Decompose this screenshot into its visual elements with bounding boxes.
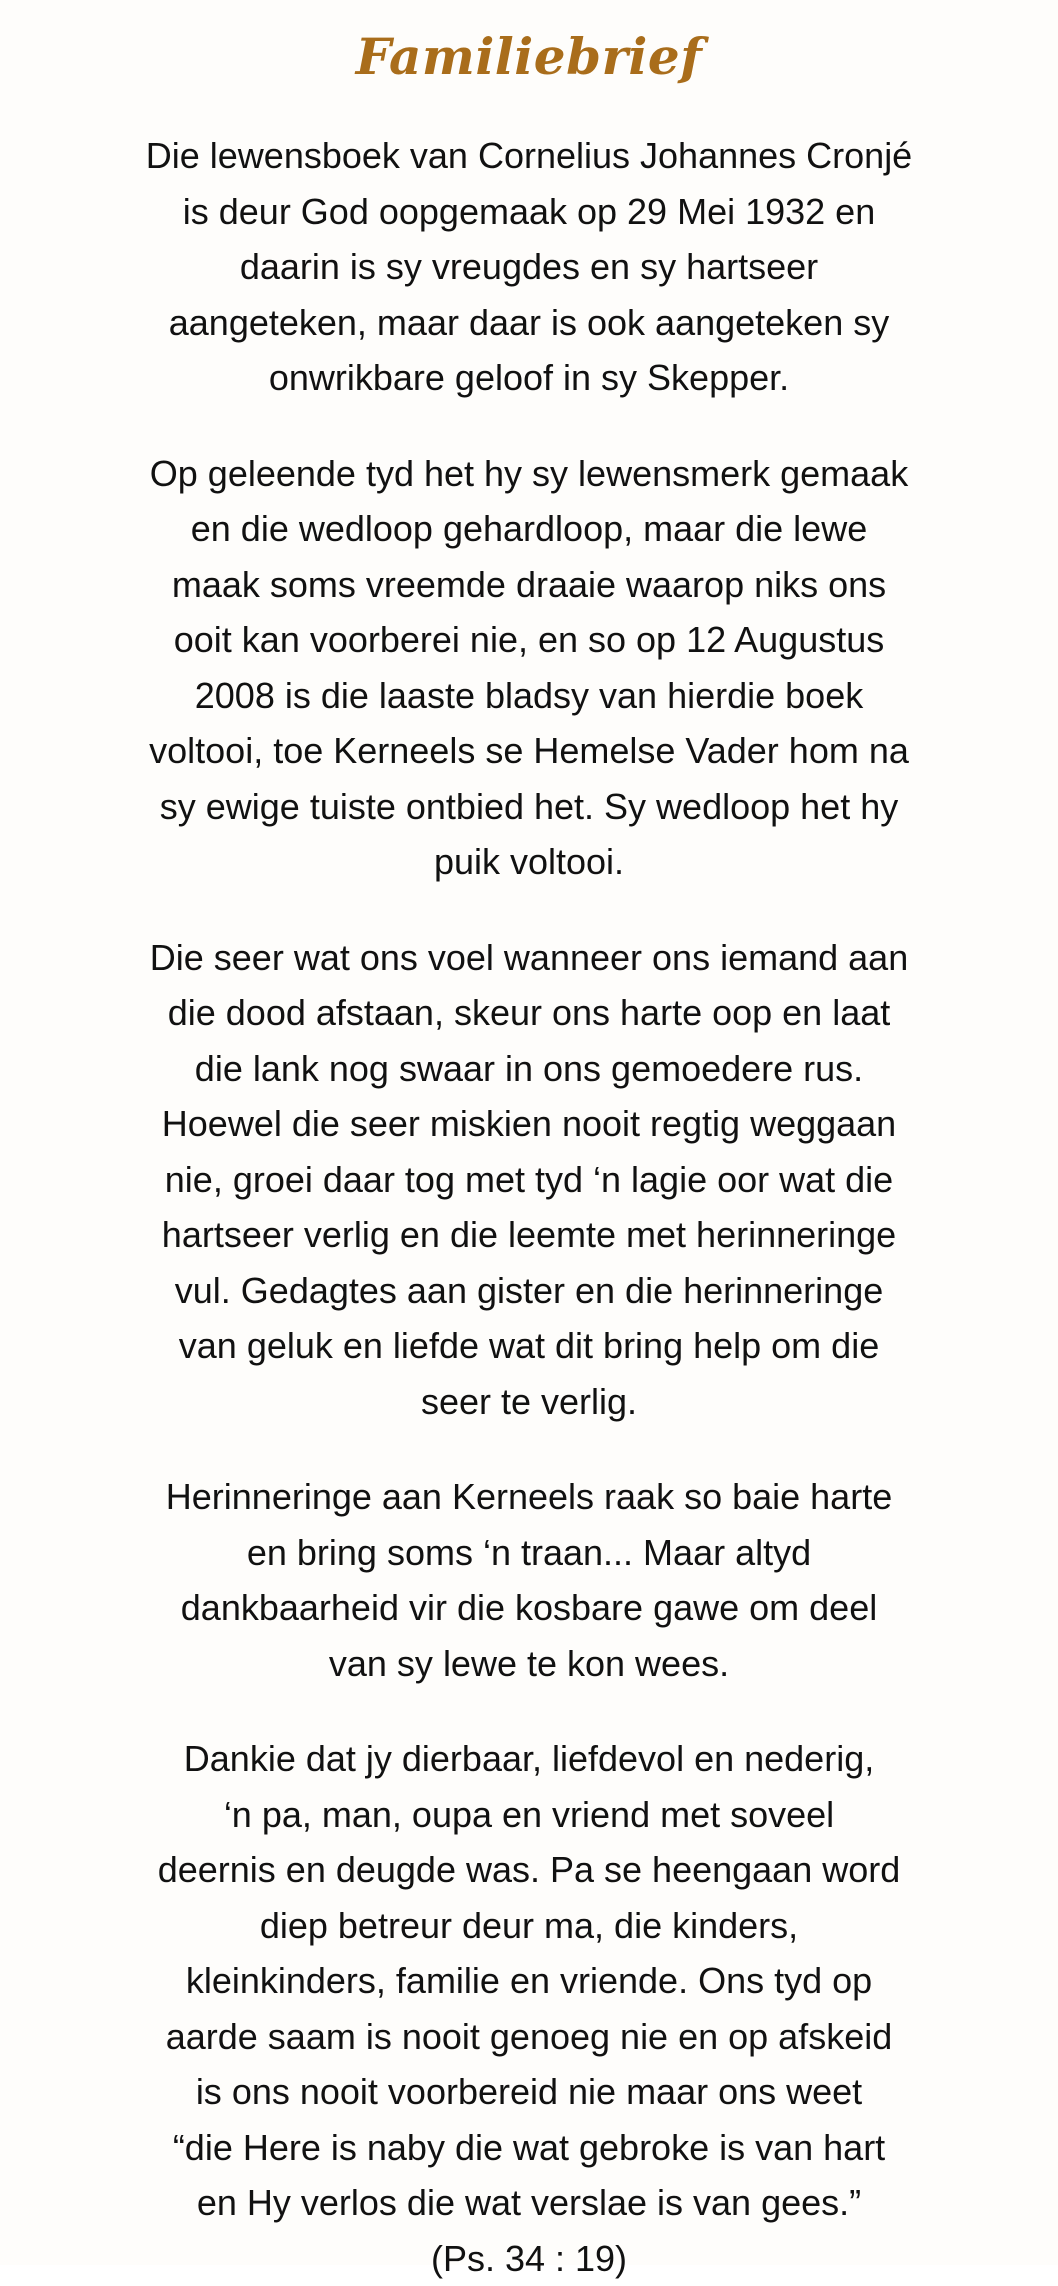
paragraph-5 bbox=[40, 1731, 1018, 2286]
paragraph-line: vul. Gedagtes aan gister en die herinneringe bbox=[40, 1263, 1018, 1319]
paragraph-line: Hoewel die seer miskien nooit regtig weggaan bbox=[40, 1096, 1018, 1152]
paragraph-line: ooit kan voorberei nie, en so op 12 Augustus bbox=[40, 612, 1018, 668]
paragraph-line: onwrikbare geloof in sy Skepper. bbox=[40, 350, 1018, 406]
letter-title: Familiebrief bbox=[40, 22, 1018, 100]
paragraph-line: diep betreur deur ma, die kinders, bbox=[40, 1898, 1018, 1954]
scripture-reference: (Ps. 34 : 19) bbox=[40, 2231, 1018, 2286]
paragraph-line: die lank nog swaar in ons gemoedere rus. bbox=[40, 1041, 1018, 1097]
paragraph-line: Op geleende tyd het hy sy lewensmerk gemaak bbox=[40, 446, 1018, 502]
paragraph-line: dankbaarheid vir die kosbare gawe om deel bbox=[40, 1580, 1018, 1636]
paragraph-line: aangeteken, maar daar is ook aangeteken sy bbox=[40, 295, 1018, 351]
paragraph-line: is deur God oopgemaak op 29 Mei 1932 en bbox=[40, 184, 1018, 240]
paragraph-line: sy ewige tuiste ontbied het. Sy wedloop het hy bbox=[40, 779, 1018, 835]
paragraph-line: van geluk en liefde wat dit bring help om die bbox=[40, 1318, 1018, 1374]
paragraph-line: Die lewensboek van Cornelius Johannes Cronjé bbox=[40, 128, 1018, 184]
paragraph-line: Herinneringe aan Kerneels raak so baie harte bbox=[40, 1469, 1018, 1525]
paragraph-line: “die Here is naby die wat gebroke is van hart bbox=[40, 2120, 1018, 2176]
paragraph-4 bbox=[40, 1469, 1018, 1691]
paragraph-line: daarin is sy vreugdes en sy hartseer bbox=[40, 239, 1018, 295]
paragraph-line: nie, groei daar tog met tyd ‘n lagie oor wat die bbox=[40, 1152, 1018, 1208]
paragraph-line: maak soms vreemde draaie waarop niks ons bbox=[40, 557, 1018, 613]
paragraph-line: en Hy verlos die wat verslae is van gees.” bbox=[40, 2175, 1018, 2231]
paragraph-line: is ons nooit voorbereid nie maar ons weet bbox=[40, 2064, 1018, 2120]
paragraph-line: en bring soms ‘n traan... Maar altyd bbox=[40, 1525, 1018, 1581]
paragraph-2 bbox=[40, 446, 1018, 890]
paragraph-line: deernis en deugde was. Pa se heengaan word bbox=[40, 1842, 1018, 1898]
paragraph-line: aarde saam is nooit genoeg nie en op afskeid bbox=[40, 2009, 1018, 2065]
paragraph-line: hartseer verlig en die leemte met herinneringe bbox=[40, 1207, 1018, 1263]
paragraph-line: van sy lewe te kon wees. bbox=[40, 1636, 1018, 1692]
paragraph-line: Die seer wat ons voel wanneer ons iemand aan bbox=[40, 930, 1018, 986]
paragraph-line: seer te verlig. bbox=[40, 1374, 1018, 1430]
paragraph-line: die dood afstaan, skeur ons harte oop en laat bbox=[40, 985, 1018, 1041]
paragraph-line: puik voltooi. bbox=[40, 834, 1018, 890]
paragraph-line: 2008 is die laaste bladsy van hierdie boek bbox=[40, 668, 1018, 724]
paragraph-1 bbox=[40, 128, 1018, 406]
paragraph-line: ‘n pa, man, oupa en vriend met soveel bbox=[40, 1787, 1018, 1843]
paragraph-line: en die wedloop gehardloop, maar die lewe bbox=[40, 501, 1018, 557]
paragraph-3 bbox=[40, 930, 1018, 1430]
paragraph-line: Dankie dat jy dierbaar, liefdevol en nederig, bbox=[40, 1731, 1018, 1787]
paragraph-line: voltooi, toe Kerneels se Hemelse Vader hom na bbox=[40, 723, 1018, 779]
paragraph-line: kleinkinders, familie en vriende. Ons tyd op bbox=[40, 1953, 1018, 2009]
